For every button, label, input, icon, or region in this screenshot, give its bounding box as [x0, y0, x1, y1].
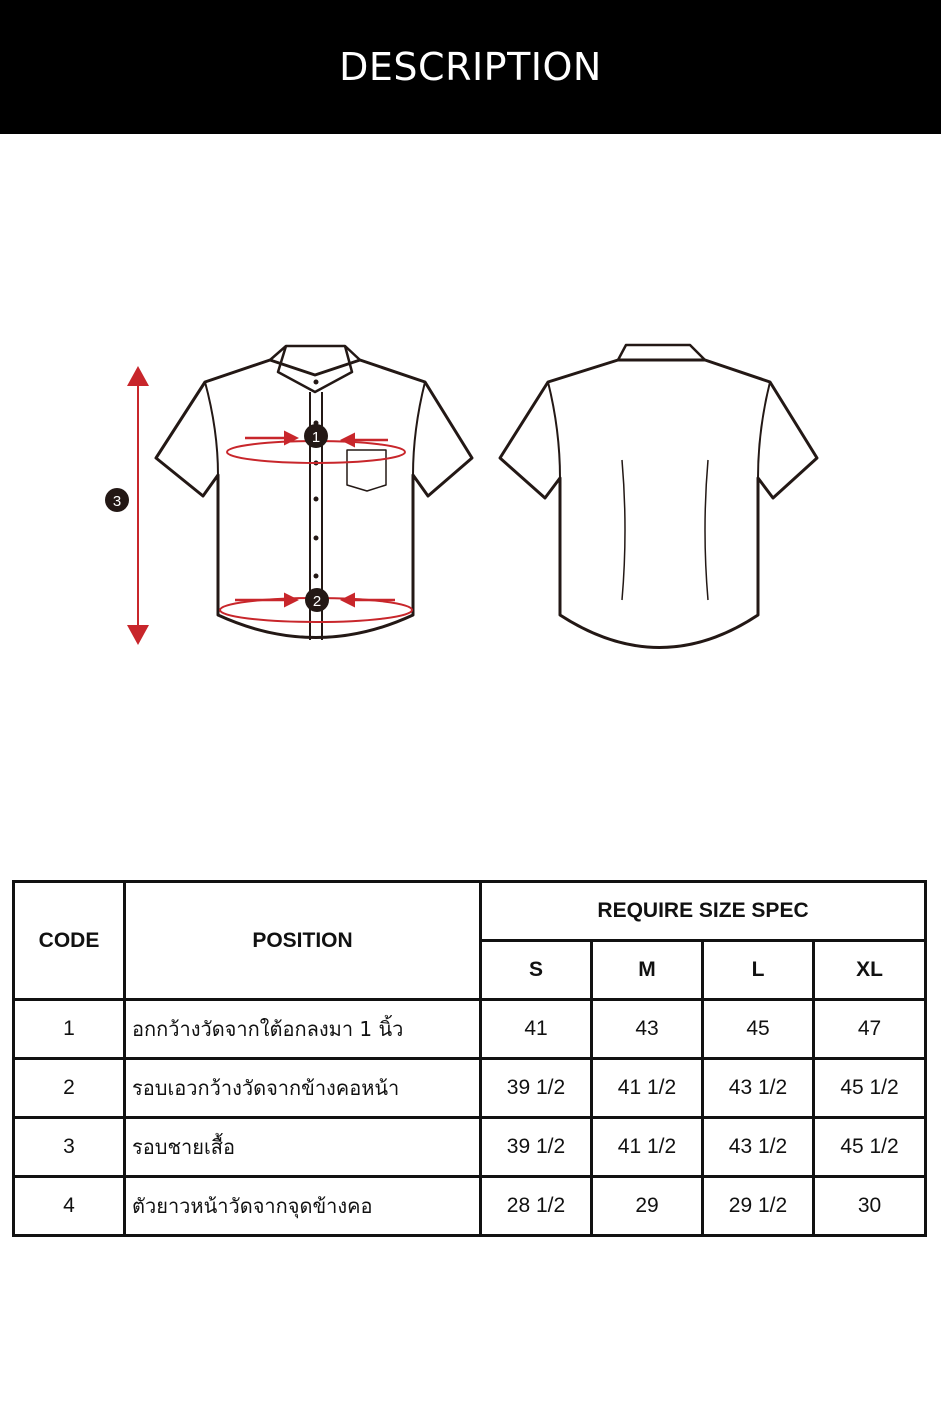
- shirt-illustration: [0, 300, 941, 700]
- row-value-s: 41: [481, 1000, 592, 1059]
- marker-1: [304, 424, 328, 448]
- row-value-s: 28 1/2: [481, 1177, 592, 1236]
- svg-text:3: 3: [112, 493, 122, 510]
- row-value-s: 39 1/2: [481, 1059, 592, 1118]
- header-size-l: L: [703, 941, 814, 1000]
- header-size-s: S: [481, 941, 592, 1000]
- row-position: ตัวยาวหน้าวัดจากจุดข้างคอ: [125, 1177, 481, 1236]
- row-value-m: 41 1/2: [592, 1118, 703, 1177]
- length-arrow-top: [127, 366, 149, 386]
- row-code: 3: [14, 1118, 125, 1177]
- marker-3: [105, 488, 129, 512]
- row-value-xl: 45 1/2: [814, 1118, 926, 1177]
- row-value-m: 29: [592, 1177, 703, 1236]
- svg-text:1: 1: [311, 429, 321, 446]
- row-code: 1: [14, 1000, 125, 1059]
- size-spec-table: [12, 880, 927, 1237]
- row-position: อกกว้างวัดจากใต้อกลงมา 1 นิ้ว: [125, 1000, 481, 1059]
- row-value-m: 41 1/2: [592, 1059, 703, 1118]
- row-code: 2: [14, 1059, 125, 1118]
- row-position: รอบชายเสื้อ: [125, 1118, 481, 1177]
- row-value-l: 43 1/2: [703, 1059, 814, 1118]
- row-value-xl: 45 1/2: [814, 1059, 926, 1118]
- table-row: [14, 1000, 926, 1059]
- row-code: 4: [14, 1177, 125, 1236]
- table-row: [14, 1118, 926, 1177]
- table-row: [14, 1177, 926, 1236]
- row-value-xl: 47: [814, 1000, 926, 1059]
- page-title: DESCRIPTION: [339, 45, 602, 89]
- row-value-xl: 30: [814, 1177, 926, 1236]
- header-size-m: M: [592, 941, 703, 1000]
- row-value-l: 29 1/2: [703, 1177, 814, 1236]
- svg-text:2: 2: [312, 593, 322, 610]
- header-position: POSITION: [125, 882, 481, 1000]
- shirt-back: [500, 345, 817, 648]
- length-arrow-bottom: [127, 625, 149, 645]
- row-value-l: 43 1/2: [703, 1118, 814, 1177]
- row-value-s: 39 1/2: [481, 1118, 592, 1177]
- table-row: [14, 1059, 926, 1118]
- header-size-xl: XL: [814, 941, 926, 1000]
- row-value-l: 45: [703, 1000, 814, 1059]
- row-position: รอบเอวกว้างวัดจากข้างคอหน้า: [125, 1059, 481, 1118]
- row-value-m: 43: [592, 1000, 703, 1059]
- header-code: CODE: [14, 882, 125, 1000]
- header-bar: [0, 0, 941, 134]
- marker-2: [305, 588, 329, 612]
- header-require-size-spec: REQUIRE SIZE SPEC: [481, 882, 926, 941]
